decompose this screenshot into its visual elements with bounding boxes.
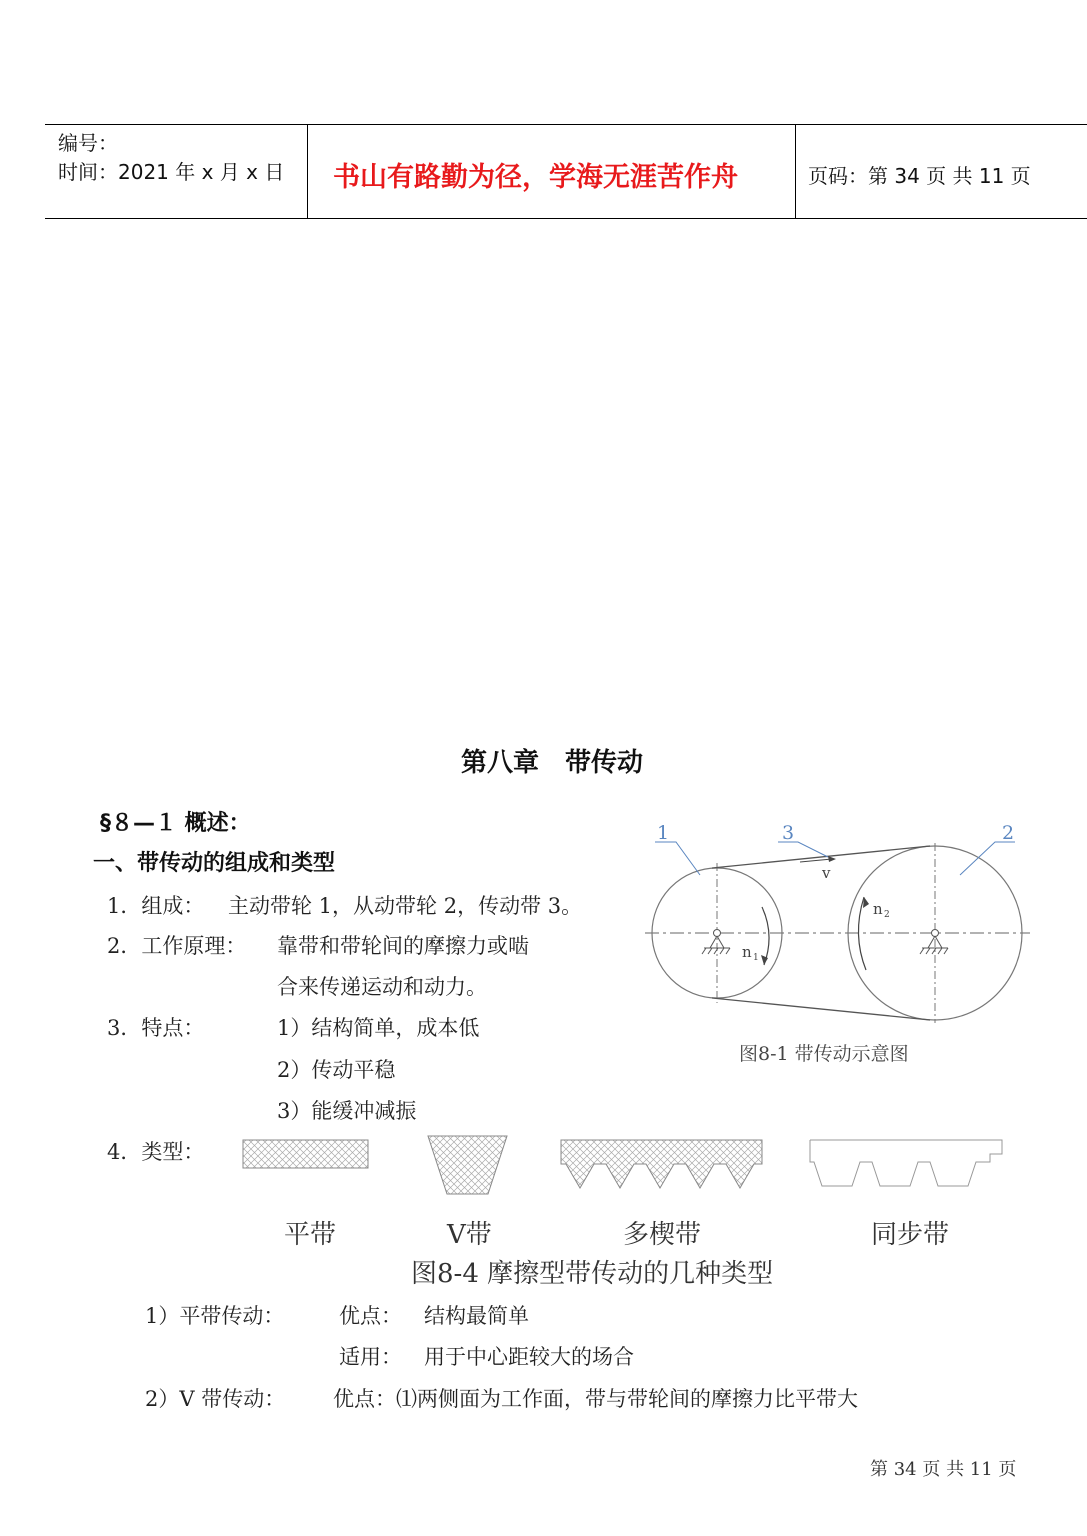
figure-8-4-belt-types: [230, 1128, 1020, 1203]
footer-page-number: 第 34 页 共 11 页: [870, 1459, 1017, 1480]
flat-belt-use: 用于中心距较大的场合: [424, 1345, 634, 1369]
flat-belt-advantage: 结构最简单: [424, 1304, 529, 1328]
figure-8-1-belt-drive-diagram: [640, 815, 1040, 1075]
leader-line-2: [960, 842, 1015, 875]
label-n2-subscript: 2: [884, 910, 890, 920]
types-label: 4．类型：: [107, 1140, 205, 1164]
belt-type-label-flat: 平带: [284, 1220, 337, 1250]
features-label: 3．特点：: [107, 1016, 205, 1040]
belt-type-label-synchronous: 同步带: [871, 1220, 950, 1250]
v-belt-label: 2）V 带传动：: [145, 1387, 286, 1411]
v-belt-section: [428, 1136, 507, 1194]
label-n2: n: [873, 900, 883, 918]
belt-upper-span: [712, 846, 930, 868]
v-belt-advantage: 优点：⑴两侧面为工作面，带与带轮间的摩擦力比平带大: [333, 1387, 858, 1411]
header-number-label: 编号：: [58, 131, 118, 155]
flat-belt-use-label: 适用：: [339, 1345, 402, 1369]
section-title: §８—１ 概述：: [100, 811, 251, 836]
label-2: 2: [1002, 822, 1015, 844]
multi-ribbed-belt-section: [561, 1140, 762, 1188]
label-n1-subscript: 1: [753, 953, 759, 963]
label-v: v: [822, 864, 831, 882]
feature-3: 3）能缓冲减振: [277, 1099, 417, 1123]
header-page-info: 页码：第 34 页 共 11 页: [808, 164, 1031, 188]
subsection-title: 一、带传动的组成和类型: [93, 851, 336, 876]
principle-line-2: 合来传递运动和动力。: [277, 975, 487, 999]
header-motto: 书山有路勤为径，学海无涯苦作舟: [333, 162, 738, 193]
label-1: 1: [657, 822, 670, 844]
leader-line-3: [778, 842, 828, 857]
flat-belt-advantage-label: 优点：: [339, 1304, 402, 1328]
velocity-arrow-icon: [800, 859, 832, 862]
feature-2: 2）传动平稳: [277, 1058, 396, 1082]
composition-label: 1．组成：: [107, 894, 205, 918]
chapter-title: 第八章 带传动: [461, 748, 644, 778]
composition-text: 主动带轮 1，从动带轮 2，传动带 3。: [228, 894, 583, 918]
flat-belt-label: 1）平带传动：: [145, 1304, 285, 1328]
figure-8-1-caption: 图8-1 带传动示意图: [739, 1043, 909, 1065]
belt-type-label-v: V带: [447, 1220, 492, 1250]
principle-line-1: 靠带和带轮间的摩擦力或啮: [277, 934, 529, 958]
header-divider-right: [795, 125, 796, 218]
feature-1: 1）结构简单，成本低: [277, 1016, 480, 1040]
flat-belt-section: [243, 1140, 368, 1168]
belt-lower-span: [712, 998, 930, 1020]
figure-8-4-caption: 图8-4 摩擦型带传动的几种类型: [411, 1259, 774, 1289]
label-3: 3: [782, 822, 795, 844]
synchronous-belt-section: [810, 1140, 1002, 1186]
header-divider-left: [307, 125, 308, 218]
header-time-label: 时间：2021 年 x 月 x 日: [58, 160, 285, 184]
principle-label: 2．工作原理：: [107, 934, 247, 958]
leader-line-1: [655, 842, 700, 875]
belt-type-label-multi-ribbed: 多楔带: [623, 1220, 702, 1250]
label-n1: n: [742, 943, 752, 961]
